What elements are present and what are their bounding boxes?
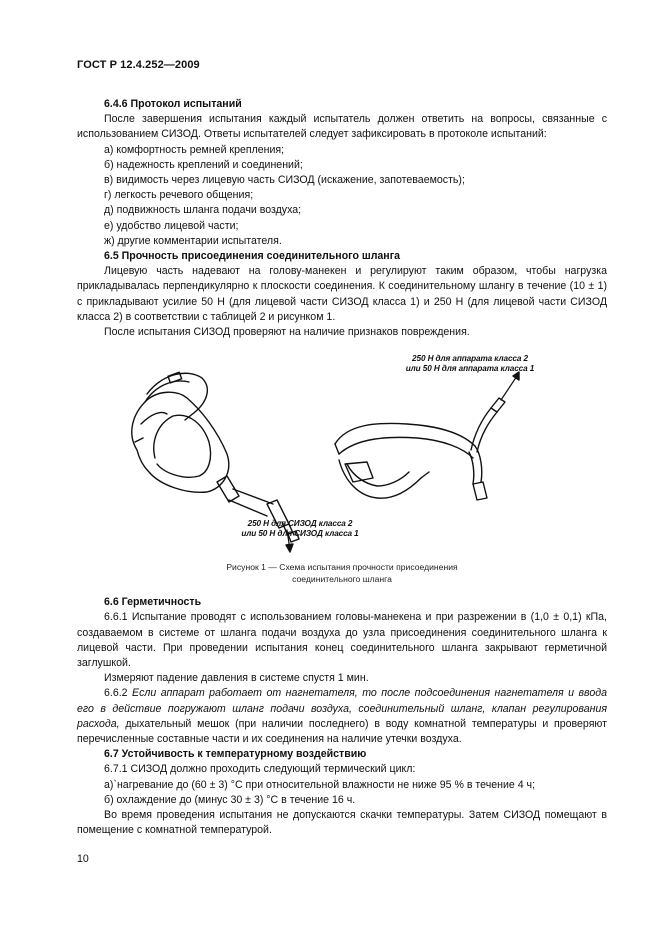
section-6-7-paragraph: Во время проведения испытания не допускаются скачки температуры. Затем СИЗОД помещают в помещение с комнатной температурой. xyxy=(77,809,607,837)
section-6-5-paragraph: После испытания СИЗОД проверяют на наличие признаков повреждения. xyxy=(104,326,470,339)
section-6-4-6-heading: 6.4.6 Протокол испытаний xyxy=(104,98,242,110)
force-label-left: 250 Н для СИЗОД класса 2 или 50 Н для СИЗОД класса 1 xyxy=(241,519,359,539)
mask-body xyxy=(132,392,229,492)
section-6-5-heading: 6.5 Прочность присоединения соединительного шланга xyxy=(104,250,401,263)
list-item: б) надежность креплений и соединений; xyxy=(104,158,303,171)
list-item: а)`нагревание до (60 ± 3) °С при относительной влажности не ниже 95 % в течение 4 ч; xyxy=(104,778,536,791)
section-6-7-paragraph: 6.7.1 СИЗОД должно проходить следующий термический цикл: xyxy=(104,763,416,776)
section-6-6-heading: 6.6 Герметичность xyxy=(104,596,202,609)
section-6-7-heading: 6.7 Устойчивость к температурному воздействию xyxy=(104,748,367,761)
section-6-4-6-intro: После завершения испытания каждый испытатель должен ответить на вопросы, связанные с использованием СИЗОД. Ответы испытателей следует зафиксировать в протоколе испытаний: xyxy=(77,113,607,141)
list-item: г) легкость речевого общения; xyxy=(104,189,254,202)
mask-frame-top xyxy=(335,424,475,447)
hose-right xyxy=(475,446,482,482)
mask-visor xyxy=(154,415,211,477)
hose-coupling xyxy=(491,398,505,412)
page-number: 10 xyxy=(77,853,89,865)
list-item: д) подвижность шланга подачи воздуха; xyxy=(104,204,302,217)
force-arrow-right xyxy=(501,376,517,400)
section-6-6-paragraph: Измеряют падение давления в системе спустя 1 мин. xyxy=(104,672,369,685)
section-6-6-2-paragraph: 6.6.2 Если аппарат работает от нагнетателя, то после подсоединения нагнетателя и ввода его в действие погружают шланг подачи воздуха, соединительный шланг, клапан регулирования расхода, дыхательный мешок (при наличии последнего) в воду комнатной температуры и проверяют перечисленные составные части и их соединения на наличие утечки воздуха. xyxy=(77,687,607,746)
list-item: а) комфортность ремней крепления; xyxy=(104,143,285,156)
list-item: е) удобство лицевой части; xyxy=(104,219,239,232)
list-item: в) видимость через лицевую часть СИЗОД (искажение, запотеваемость); xyxy=(104,174,465,187)
section-6-6-paragraph: 6.6.1 Испытание проводят с использованием головы-манекена и при разрежении в (1,0 ± 0,1) кПа, создаваемом в системе от шланга подачи воздуха до узла присоединения соединительного шланга к лицевой части. При проведении испытания конец соединительного шланга закрывают герметичной заглушкой. xyxy=(77,611,607,670)
list-item: б) охлаждение до (минус 30 ± 3) °С в течение 16 ч. xyxy=(104,793,356,806)
hose xyxy=(229,489,273,516)
list-item: ж) другие комментарии испытателя. xyxy=(104,234,282,247)
figure-caption: Рисунок 1 — Схема испытания прочности присоединения соединительного шланга xyxy=(226,562,458,585)
figure-1 xyxy=(77,354,607,559)
page-content xyxy=(77,97,607,839)
document-header: ГОСТ Р 12.4.252—2009 xyxy=(77,59,200,71)
hose-connector xyxy=(217,476,239,502)
force-label-right: 250 Н для аппарата класса 2 или 50 Н для аппарата класса 1 xyxy=(405,354,535,374)
section-6-5-paragraph: Лицевую часть надевают на голову-манекен и регулируют таким образом, чтобы нагрузка прикладывалась перпендикулярно к плоскости соединения. К соединительному шлангу в течение (10 ± 1) с прикладывают усилие 50 Н (для лицевой части СИЗОД класса 1) и 250 Н (для лицевой части СИЗОД класса 2) в соответствии с таблицей 2 и рисунком 1. xyxy=(77,265,607,323)
